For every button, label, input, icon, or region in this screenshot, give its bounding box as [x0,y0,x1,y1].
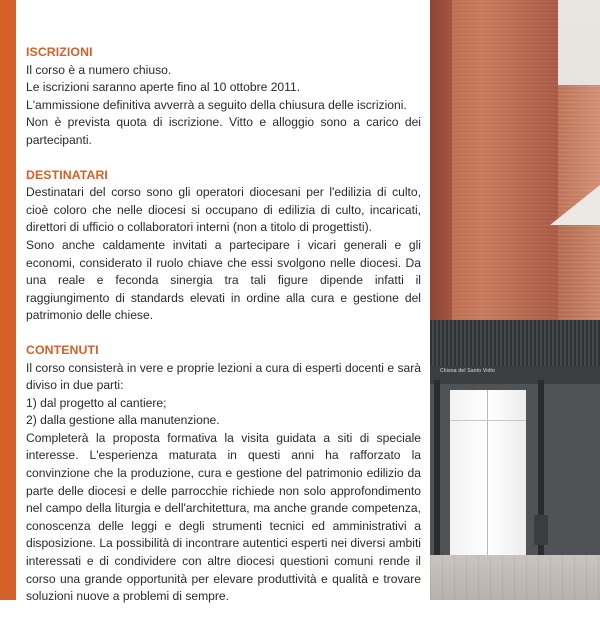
waste-bin [534,515,548,545]
paragraph: Le iscrizioni saranno aperte fino al 10 ottobre 2011. [26,80,301,95]
section-heading: CONTENUTI [26,342,99,357]
section-heading: ISCRIZIONI [26,45,93,59]
section-heading: DESTINATARI [26,167,108,182]
section-contenuti [26,342,421,606]
paragraph: L'ammissione definitiva avverrà a seguito della chiusura delle iscrizioni. [26,97,407,112]
roof-edge [550,185,600,225]
paragraph: Completerà la proposta formativa la visita guidata a siti di speciale interesse. L'esperienza maturata in questi anni ha rafforzato la convinzione che la produzione, cura e gestione del patrimonio edilizio da parte delle diocesi e delle parrocchie richiede non solo approfondimento nel campo della liturgia e dell'architettura, ma anche grande competenza, conoscenza delle leggi e degli strumenti tecnici ed amministrativi a disposizione. La possibilità di incontrare autentici esperti nei diversi ambiti interessati e di condividere con altre diocesi questioni comuni rende il corso una grande opportunità per elevare produttività e qualità e trovare soluzioni nuove a problemi di sempre. [26,430,421,604]
paragraph: Il corso consisterà in vere e proprie lezioni a cura di esperti docenti e sarà diviso in due parti: [26,360,421,393]
entrance-door [450,390,526,556]
accent-side-bar [0,0,16,600]
door-divider [487,390,488,556]
canopy-pillar [434,380,440,560]
canopy-sign-text: Chiesa del Santo Volto [440,368,495,374]
paragraph: Sono anche caldamente invitati a partecipare i vicari generali e gli economi, considerato il ruolo chiave che essi svolgono nelle diocesi. Da una reale e feconda sinergia tra tali figure dipende infatti il raggiungimento di standards elevati in ordine alla cura e gestione del patrimonio delle chiese. [26,237,421,323]
paragraph: Non è prevista quota di iscrizione. Vitto e alloggio sono a carico dei partecipanti. [26,115,421,147]
list-item: 1) dal progetto al cantiere; [26,395,167,410]
paragraph: Il corso è a numero chiuso. [26,62,172,77]
section-iscrizioni [26,44,421,150]
entrance-canopy [430,320,600,372]
section-destinatari [26,167,421,325]
church-photo [430,0,600,600]
document-text-column [26,44,421,623]
paragraph: Destinatari del corso sono gli operatori diocesani per l'edilizia di culto, cioè coloro che nelle diocesi si occupano di edilizia di culto, incaricati, direttori di ufficio o collaboratori interni (non a titolo di progettisti). [26,185,421,235]
list-item: 2) dalla gestione alla manutenzione. [26,413,220,428]
paved-ground [430,555,600,600]
door-band [450,420,526,421]
brick-tower-shadow [430,0,452,330]
